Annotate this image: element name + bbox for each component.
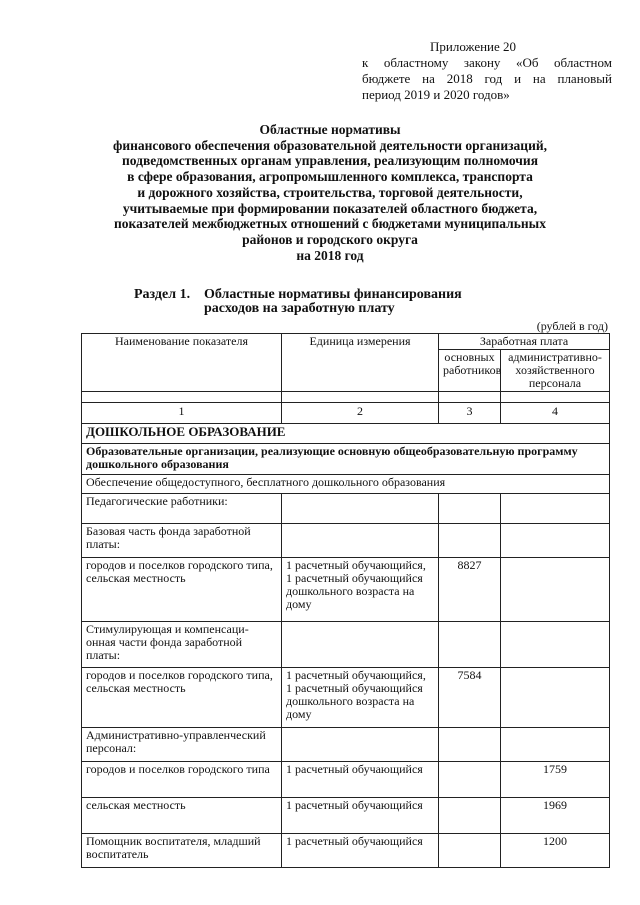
table-row xyxy=(82,834,610,868)
table-row xyxy=(82,762,610,798)
table-row xyxy=(82,524,610,558)
section-title-line-1: Областные нормативы финансирования xyxy=(204,287,462,302)
title-line: учитываемые при формировании показателей областного бюджета, xyxy=(122,200,538,216)
header-salary-group: Заработная плата xyxy=(439,334,610,350)
row-name: городов и поселков городского типа, сельская местность xyxy=(82,668,282,728)
row-unit: 1 расчетный обучающийся xyxy=(282,762,439,798)
row-unit: 1 расчетный обучающийся xyxy=(282,798,439,834)
row-main xyxy=(439,798,501,834)
row-name: городов и поселков городского типа xyxy=(82,762,282,798)
appendix-line-1: Приложение 20 xyxy=(430,39,517,54)
title-line: Областные нормативы xyxy=(259,122,401,137)
header-main-workers: основных работников xyxy=(439,350,501,392)
row-admin: 1200 xyxy=(501,834,610,868)
row-main xyxy=(439,524,501,558)
row-name: сельская местность xyxy=(82,798,282,834)
row-admin: 1969 xyxy=(501,798,610,834)
row-main xyxy=(439,622,501,668)
row-unit xyxy=(282,524,439,558)
row-main: 8827 xyxy=(439,558,501,622)
row-unit: 1 расчетный обучающийся, 1 расчетный обучающийся дошкольного возраста на дому xyxy=(282,558,439,622)
row-unit: 1 расчетный обучающийся xyxy=(282,834,439,868)
section-number: Раздел 1. xyxy=(134,287,191,302)
units-note: (рублей в год) xyxy=(536,319,608,333)
row-name: Помощник воспитателя, младший воспитатель xyxy=(82,834,282,868)
header-unit: Единица измерения xyxy=(282,334,439,392)
column-number: 2 xyxy=(282,403,439,424)
table-spacer-row xyxy=(82,392,610,403)
row-admin xyxy=(501,524,610,558)
section-heading xyxy=(134,288,554,316)
document-title xyxy=(80,122,580,263)
heading-organizations: Образовательные организации, реализующие основную общеобразовательную программу дошкольного образования xyxy=(82,444,610,475)
header-name: Наименование показателя xyxy=(82,334,282,392)
appendix-note xyxy=(362,39,612,103)
table-row xyxy=(82,798,610,834)
title-line: районов и городского округа xyxy=(242,231,418,247)
table-row xyxy=(82,558,610,622)
table-header-row xyxy=(82,334,610,350)
row-unit xyxy=(282,622,439,668)
row-name: городов и поселков городского типа, сельская местность xyxy=(82,558,282,622)
title-line: в сфере образования, агропромышленного комплекса, транспорта xyxy=(127,169,533,185)
row-main xyxy=(439,834,501,868)
title-line: подведомственных органам управления, реализующим полномочия xyxy=(121,153,538,169)
row-main xyxy=(439,762,501,798)
header-admin-staff: административно-хозяйственного персонала xyxy=(501,350,610,392)
appendix-line-4: период 2019 и 2020 годов» xyxy=(362,87,510,102)
appendix-line-2: к областному закону «Об областном xyxy=(362,55,612,70)
row-name: Педагогические работники: xyxy=(82,494,282,524)
title-line: на 2018 год xyxy=(296,247,364,263)
table-row xyxy=(82,728,610,762)
title-line: и дорожного хозяйства, строительства, торговой деятельности, xyxy=(137,184,523,200)
row-main: 7584 xyxy=(439,668,501,728)
row-admin xyxy=(501,558,610,622)
row-unit xyxy=(282,728,439,762)
table-row xyxy=(82,424,610,444)
table-row xyxy=(82,668,610,728)
row-main xyxy=(439,494,501,524)
row-admin: 1759 xyxy=(501,762,610,798)
row-admin xyxy=(501,728,610,762)
column-number: 3 xyxy=(439,403,501,424)
row-unit xyxy=(282,494,439,524)
title-line: финансового обеспечения образовательной деятельности организаций, xyxy=(112,137,548,153)
section-title-line-2: расходов на заработную плату xyxy=(204,301,395,316)
row-main xyxy=(439,728,501,762)
row-name: Стимулирующая и компенсаци-онная части фонда заработной платы: xyxy=(82,622,282,668)
column-number: 4 xyxy=(501,403,610,424)
row-admin xyxy=(501,494,610,524)
row-admin xyxy=(501,668,610,728)
heading-preschool: ДОШКОЛЬНОЕ ОБРАЗОВАНИЕ xyxy=(82,424,610,444)
table-row xyxy=(82,494,610,524)
heading-provision: Обеспечение общедоступного, бесплатного дошкольного образования xyxy=(82,475,610,494)
table-row xyxy=(82,622,610,668)
title-line: показателей межбюджетных отношений с бюджетами муниципальных xyxy=(114,216,546,232)
appendix-line-3: бюджете на 2018 год и на плановый xyxy=(362,71,612,86)
column-number-row xyxy=(82,403,610,424)
column-number: 1 xyxy=(82,403,282,424)
row-unit: 1 расчетный обучающийся, 1 расчетный обучающийся дошкольного возраста на дому xyxy=(282,668,439,728)
table-row xyxy=(82,444,610,475)
row-name: Базовая часть фонда заработной платы: xyxy=(82,524,282,558)
norms-table xyxy=(81,333,610,868)
table-row xyxy=(82,475,610,494)
row-name: Административно-управленческий персонал: xyxy=(82,728,282,762)
row-admin xyxy=(501,622,610,668)
